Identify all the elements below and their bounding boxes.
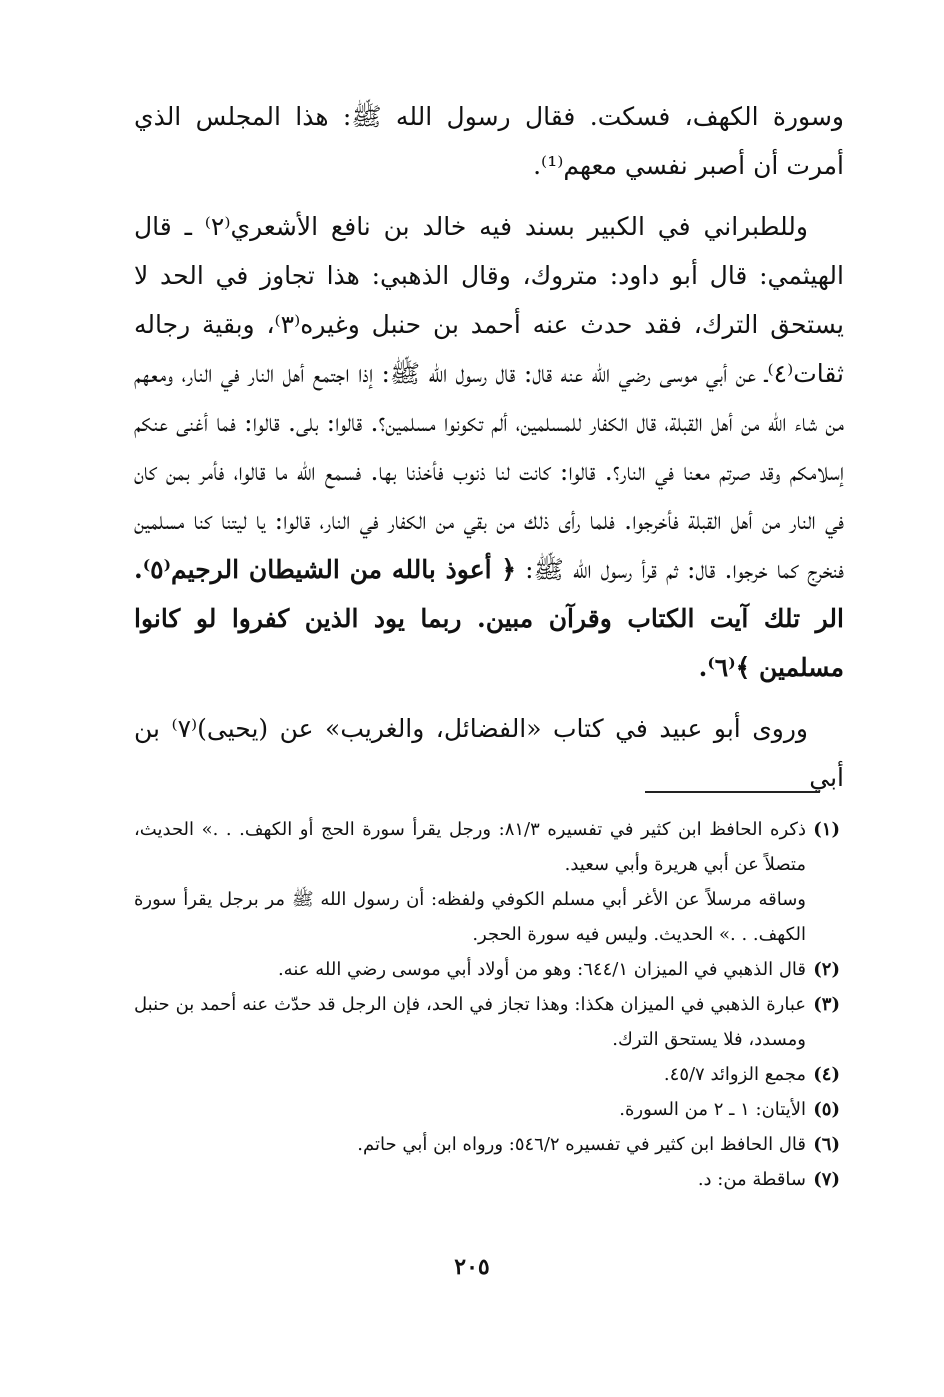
paragraph-3: وروى أبو عبيد في كتاب «الفضائل، والغريب» عن (يحيى)⁽٧⁾ بن أبي [134,714,844,792]
footnote-number: (٤) [813,1064,840,1085]
footnote-number: (٣) [813,994,840,1015]
footnote-1-continued [134,882,840,952]
footnotes [134,812,840,1197]
footnote-text: مجمع الزوائد ٤٥/٧. [663,1064,806,1085]
footnote-number: (١) [813,819,840,840]
footnote-4 [134,1057,840,1092]
footnote-number: (٥) [813,1099,840,1120]
footnote-2 [134,952,840,987]
footnote-text: قال الذهبي في الميزان ٦٤٤/١: وهو من أولاد أبي موسى رضي الله عنه. [277,959,806,980]
footnote-1 [134,812,840,882]
paragraph-2 [134,202,844,692]
footnote-7 [134,1162,840,1197]
page-number: ٢٠٥ [454,1254,490,1280]
footnote-text: وساقه مرسلاً عن الأغر أبي مسلم الكوفي ولفظه: أن رسول الله ﷺ مر برجل يقرأ سورة الكهف. . .» الحديث. وليس فيه سورة الحجر. [134,889,806,945]
footnote-3 [134,987,840,1057]
paragraph-1: وسورة الكهف، فسكت. فقال رسول الله ﷺ: هذا المجلس الذي أمرت أن أصبر نفسي معهم⁽¹⁾. [134,102,844,180]
main-text [134,92,844,814]
footnote-text: ذكره الحافظ ابن كثير في تفسيره ٨١/٣: ورجل يقرأ سورة الحج أو الكهف. . .» الحديث، متصلاً عن أبي هريرة وأبي سعيد. [134,819,806,875]
footnote-6 [134,1127,840,1162]
quran-verse: ﴿ أعوذ بالله من الشيطان الرجيم⁽٥⁾. الر تلك آيت الكتاب وقرآن مبين. ربما يود الذين كفروا لو كانوا مسلمين ﴾⁽٦⁾. [134,555,844,682]
paragraph-2-text: وللطبراني في الكبير بسند فيه خالد بن نافع الأشعري⁽٢⁾ ـ قال الهيثمي: قال أبو داود: متروك، وقال الذهبي: هذا تجاوز في الحد لا يستحق الترك، فقد حدث عنه أحمد بن حنبل وغيره⁽٣⁾، وبقية رجاله ثقات⁽٤⁾ـ عن أبي موسى رضي الله عنه قال: قال رسول الله ﷺ: إذا اجتمع أهل النار في النار، ومعهم من شاء الله من أهل القبلة، قال الكفار للمسلمين، ألم تكونوا مسلمين؟. قالوا: بلى. قالوا: فما أغنى عنكم إسلامكم وقد صرتم معنا في النار؟. قالوا: كانت لنا ذنوب فأخذنا بها. فسمع الله ما قالوا، فأمر بمن كان في النار من أهل القبلة فأخرجوا. فلما رأى ذلك من بقي من الكفار في النار، قالوا: يا ليتنا كنا مسلمين فنخرج كما خرجوا. قال: ثم قرأ رسول الله ﷺ: [134,212,844,584]
footnote-text: عبارة الذهبي في الميزان هكذا: وهذا تجاز في الحد، فإن الرجل قد حدّث عنه أحمد بن حنبل ومسدد، فلا يستحق الترك. [134,994,806,1050]
footnote-number: (٧) [813,1169,840,1190]
footnote-text: ساقطة من: د. [697,1169,806,1190]
footnote-text: الأيتان: ١ ـ ٢ من السورة. [619,1099,806,1120]
footnote-text: قال الحافظ ابن كثير في تفسيره ٥٤٦/٢: ورواه ابن أبي حاتم. [357,1134,806,1155]
footnote-number: (٢) [813,959,840,980]
footnote-number: (٦) [813,1134,840,1155]
footnote-divider [645,791,820,793]
footnote-5 [134,1092,840,1127]
